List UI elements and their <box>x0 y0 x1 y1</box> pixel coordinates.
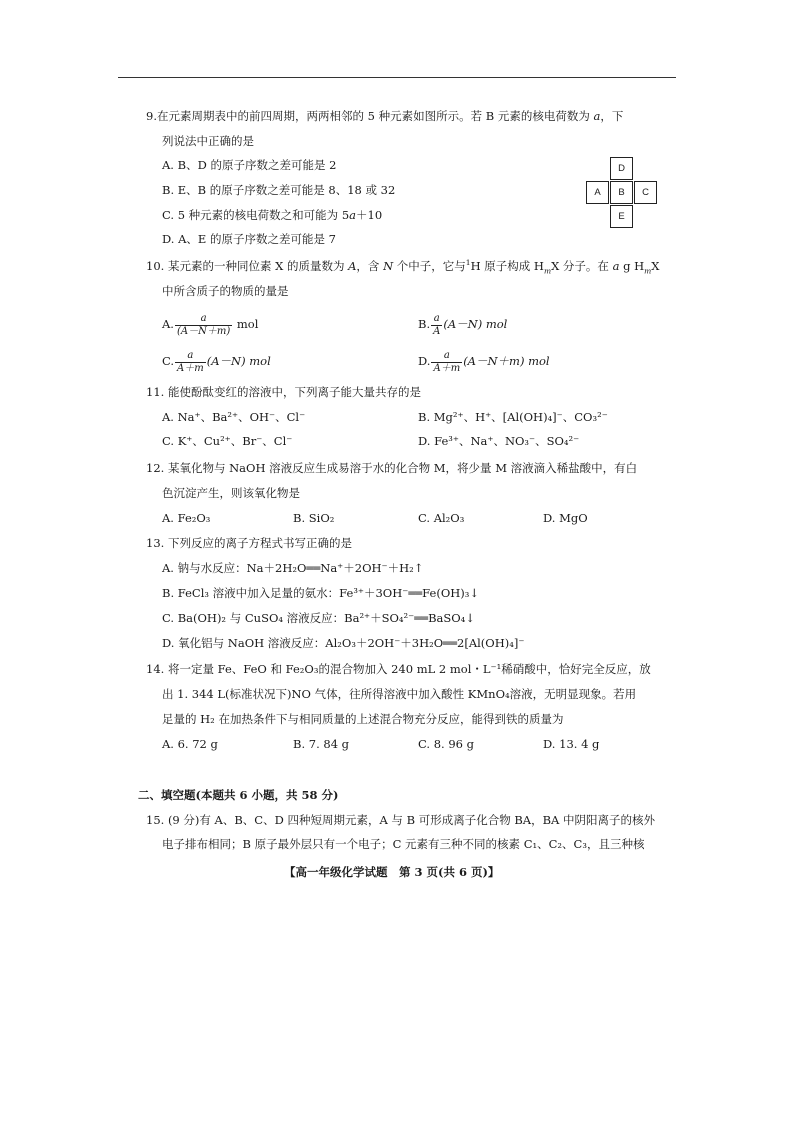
q14-stem-line1: 14. 将一定量 Fe、FeO 和 Fe₂O₃的混合物加入 240 mL 2 mol・L⁻¹稀硝酸中，恰好完全反应，放 <box>146 662 651 676</box>
section-title: 二、填空题(本题共 6 小题，共 58 分) <box>138 788 339 802</box>
q9-option-d: D. A、E 的原子序数之差可能是 7 <box>162 232 336 246</box>
q13-option-c: C. Ba(OH)₂ 与 CuSO₄ 溶液反应：Ba²⁺＋SO₄²⁻══BaSO₄↓ <box>162 611 475 625</box>
q12-option-d: D. MgO <box>543 511 588 525</box>
q9-stem-line2: 列说法中正确的是 <box>162 134 254 148</box>
q12-stem-line2: 色沉淀产生，则该氧化物是 <box>162 486 300 500</box>
page-footer: 【高一年级化学试题 第 3 页(共 6 页)】 <box>284 865 500 879</box>
q14-option-b: B. 7. 84 g <box>293 737 350 751</box>
q11-option-d: D. Fe³⁺、Na⁺、NO₃⁻、SO₄²⁻ <box>418 434 580 448</box>
q10-stem-line1: 10. 某元素的一种同位素 X 的质量数为 A，含 N 个中子，它与$^1$H 原子构成 $H_mX$ 分子。在 a g $H_mX$ <box>146 258 660 276</box>
q13-option-a: A. 钠与水反应：Na＋2H₂O══Na⁺＋2OH⁻＋H₂↑ <box>162 561 424 575</box>
q14-option-c: C. 8. 96 g <box>418 737 474 751</box>
q10-option-c: C. $\frac{a}{A+m}$ (A－N) mol <box>162 349 271 374</box>
q9-option-c: C. 5 种元素的核电荷数之和可能为 5a＋10 <box>162 208 383 222</box>
grid-cell-bottom: E <box>610 205 633 228</box>
q11-option-b: B. Mg²⁺、H⁺、[Al(OH)₄]⁻、CO₃²⁻ <box>418 410 608 424</box>
grid-cell-left: A <box>586 181 609 204</box>
q10-option-b: B. $\frac{a}{A}$ (A－N) mol <box>418 312 508 337</box>
q14-stem-line2: 出 1. 344 L(标准状况下)NO 气体，往所得溶液中加入酸性 KMnO₄溶液，无明显现象。若用 <box>162 687 637 701</box>
q9-option-b: B. E、B 的原子序数之差可能是 8、18 或 32 <box>162 183 396 197</box>
q15-stem-line2: 电子排布相同；B 原子最外层只有一个电子；C 元素有三种不同的核素 C₁、C₂、C₃，且三种核 <box>162 837 645 851</box>
grid-cell-center: B <box>610 181 633 204</box>
q15-stem-line1: 15. (9 分)有 A、B、C、D 四种短周期元素，A 与 B 可形成离子化合物 BA，BA 中阴阳离子的核外 <box>146 813 656 827</box>
q9-stem-line1: 9.在元素周期表中的前四周期，两两相邻的 5 种元素如图所示。若 B 元素的核电荷数为 a，下 <box>146 109 624 123</box>
periodic-grid-figure <box>586 157 658 229</box>
q14-option-d: D. 13. 4 g <box>543 737 600 751</box>
q11-option-c: C. K⁺、Cu²⁺、Br⁻、Cl⁻ <box>162 434 293 448</box>
q13-option-d: D. 氧化铝与 NaOH 溶液反应：Al₂O₃＋2OH⁻＋3H₂O══2[Al(OH)₄]⁻ <box>162 636 525 650</box>
q10-option-d: D. $\frac{a}{A+m}$ (A－N＋m) mol <box>418 349 550 374</box>
q10-stem-line2: 中所含质子的物质的量是 <box>162 284 289 298</box>
q12-option-b: B. SiO₂ <box>293 511 335 525</box>
grid-cell-right: C <box>634 181 657 204</box>
q11-stem: 11. 能使酚酞变红的溶液中，下列离子能大量共存的是 <box>146 385 421 399</box>
q14-option-a: A. 6. 72 g <box>162 737 218 751</box>
q13-option-b: B. FeCl₃ 溶液中加入足量的氨水：Fe³⁺＋3OH⁻══Fe(OH)₃↓ <box>162 586 480 600</box>
q11-option-a: A. Na⁺、Ba²⁺、OH⁻、Cl⁻ <box>162 410 306 424</box>
header-rule <box>118 77 676 78</box>
grid-cell-top: D <box>610 157 633 180</box>
q13-stem: 13. 下列反应的离子方程式书写正确的是 <box>146 536 352 550</box>
q10-option-a: A. $\frac{a}{(A-N+m)}$ mol <box>162 312 259 337</box>
q12-option-c: C. Al₂O₃ <box>418 511 465 525</box>
q12-option-a: A. Fe₂O₃ <box>162 511 211 525</box>
q9-option-a: A. B、D 的原子序数之差可能是 2 <box>162 158 337 172</box>
q14-stem-line3: 足量的 H₂ 在加热条件下与相同质量的上述混合物充分反应，能得到铁的质量为 <box>162 712 564 726</box>
q12-stem-line1: 12. 某氧化物与 NaOH 溶液反应生成易溶于水的化合物 M，将少量 M 溶液滴入稀盐酸中，有白 <box>146 461 638 475</box>
